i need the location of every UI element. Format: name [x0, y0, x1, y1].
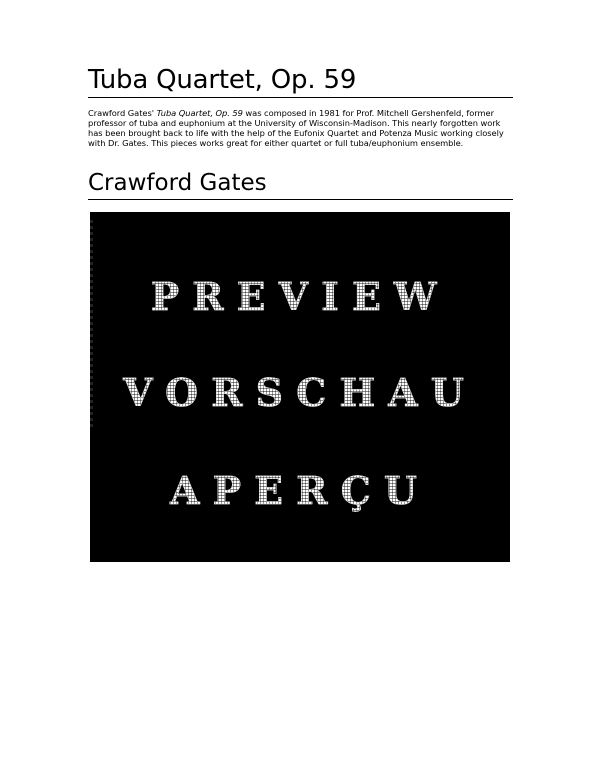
score-preview-image [90, 212, 510, 562]
description-text: was composed in 1981 for Prof. Mitchell Gershenfeld, former professor of tuba and euphonium at the University of Wisconsin-Madison. This nearly forgotten work has been brought back to life with the help of the Eufonix Quartet and Potenza Music working closely with Dr. Gates. This pieces works great for either quartet or full tuba/euphonium ensemble. [88, 108, 504, 148]
page-title: Tuba Quartet, Op. 59 [88, 65, 357, 95]
title-divider [88, 97, 513, 98]
watermark-vorschau: VORSCHAU [90, 370, 510, 415]
work-description [88, 108, 513, 148]
composer-possessive: Crawford Gates' [88, 108, 154, 118]
work-title-italic: Tuba Quartet, Op. 59 [156, 108, 243, 118]
composer-divider [88, 199, 513, 200]
watermark-preview: PREVIEW [90, 274, 510, 319]
watermark-apercu: APERÇU [90, 468, 510, 513]
composer-heading: Crawford Gates [88, 170, 267, 196]
